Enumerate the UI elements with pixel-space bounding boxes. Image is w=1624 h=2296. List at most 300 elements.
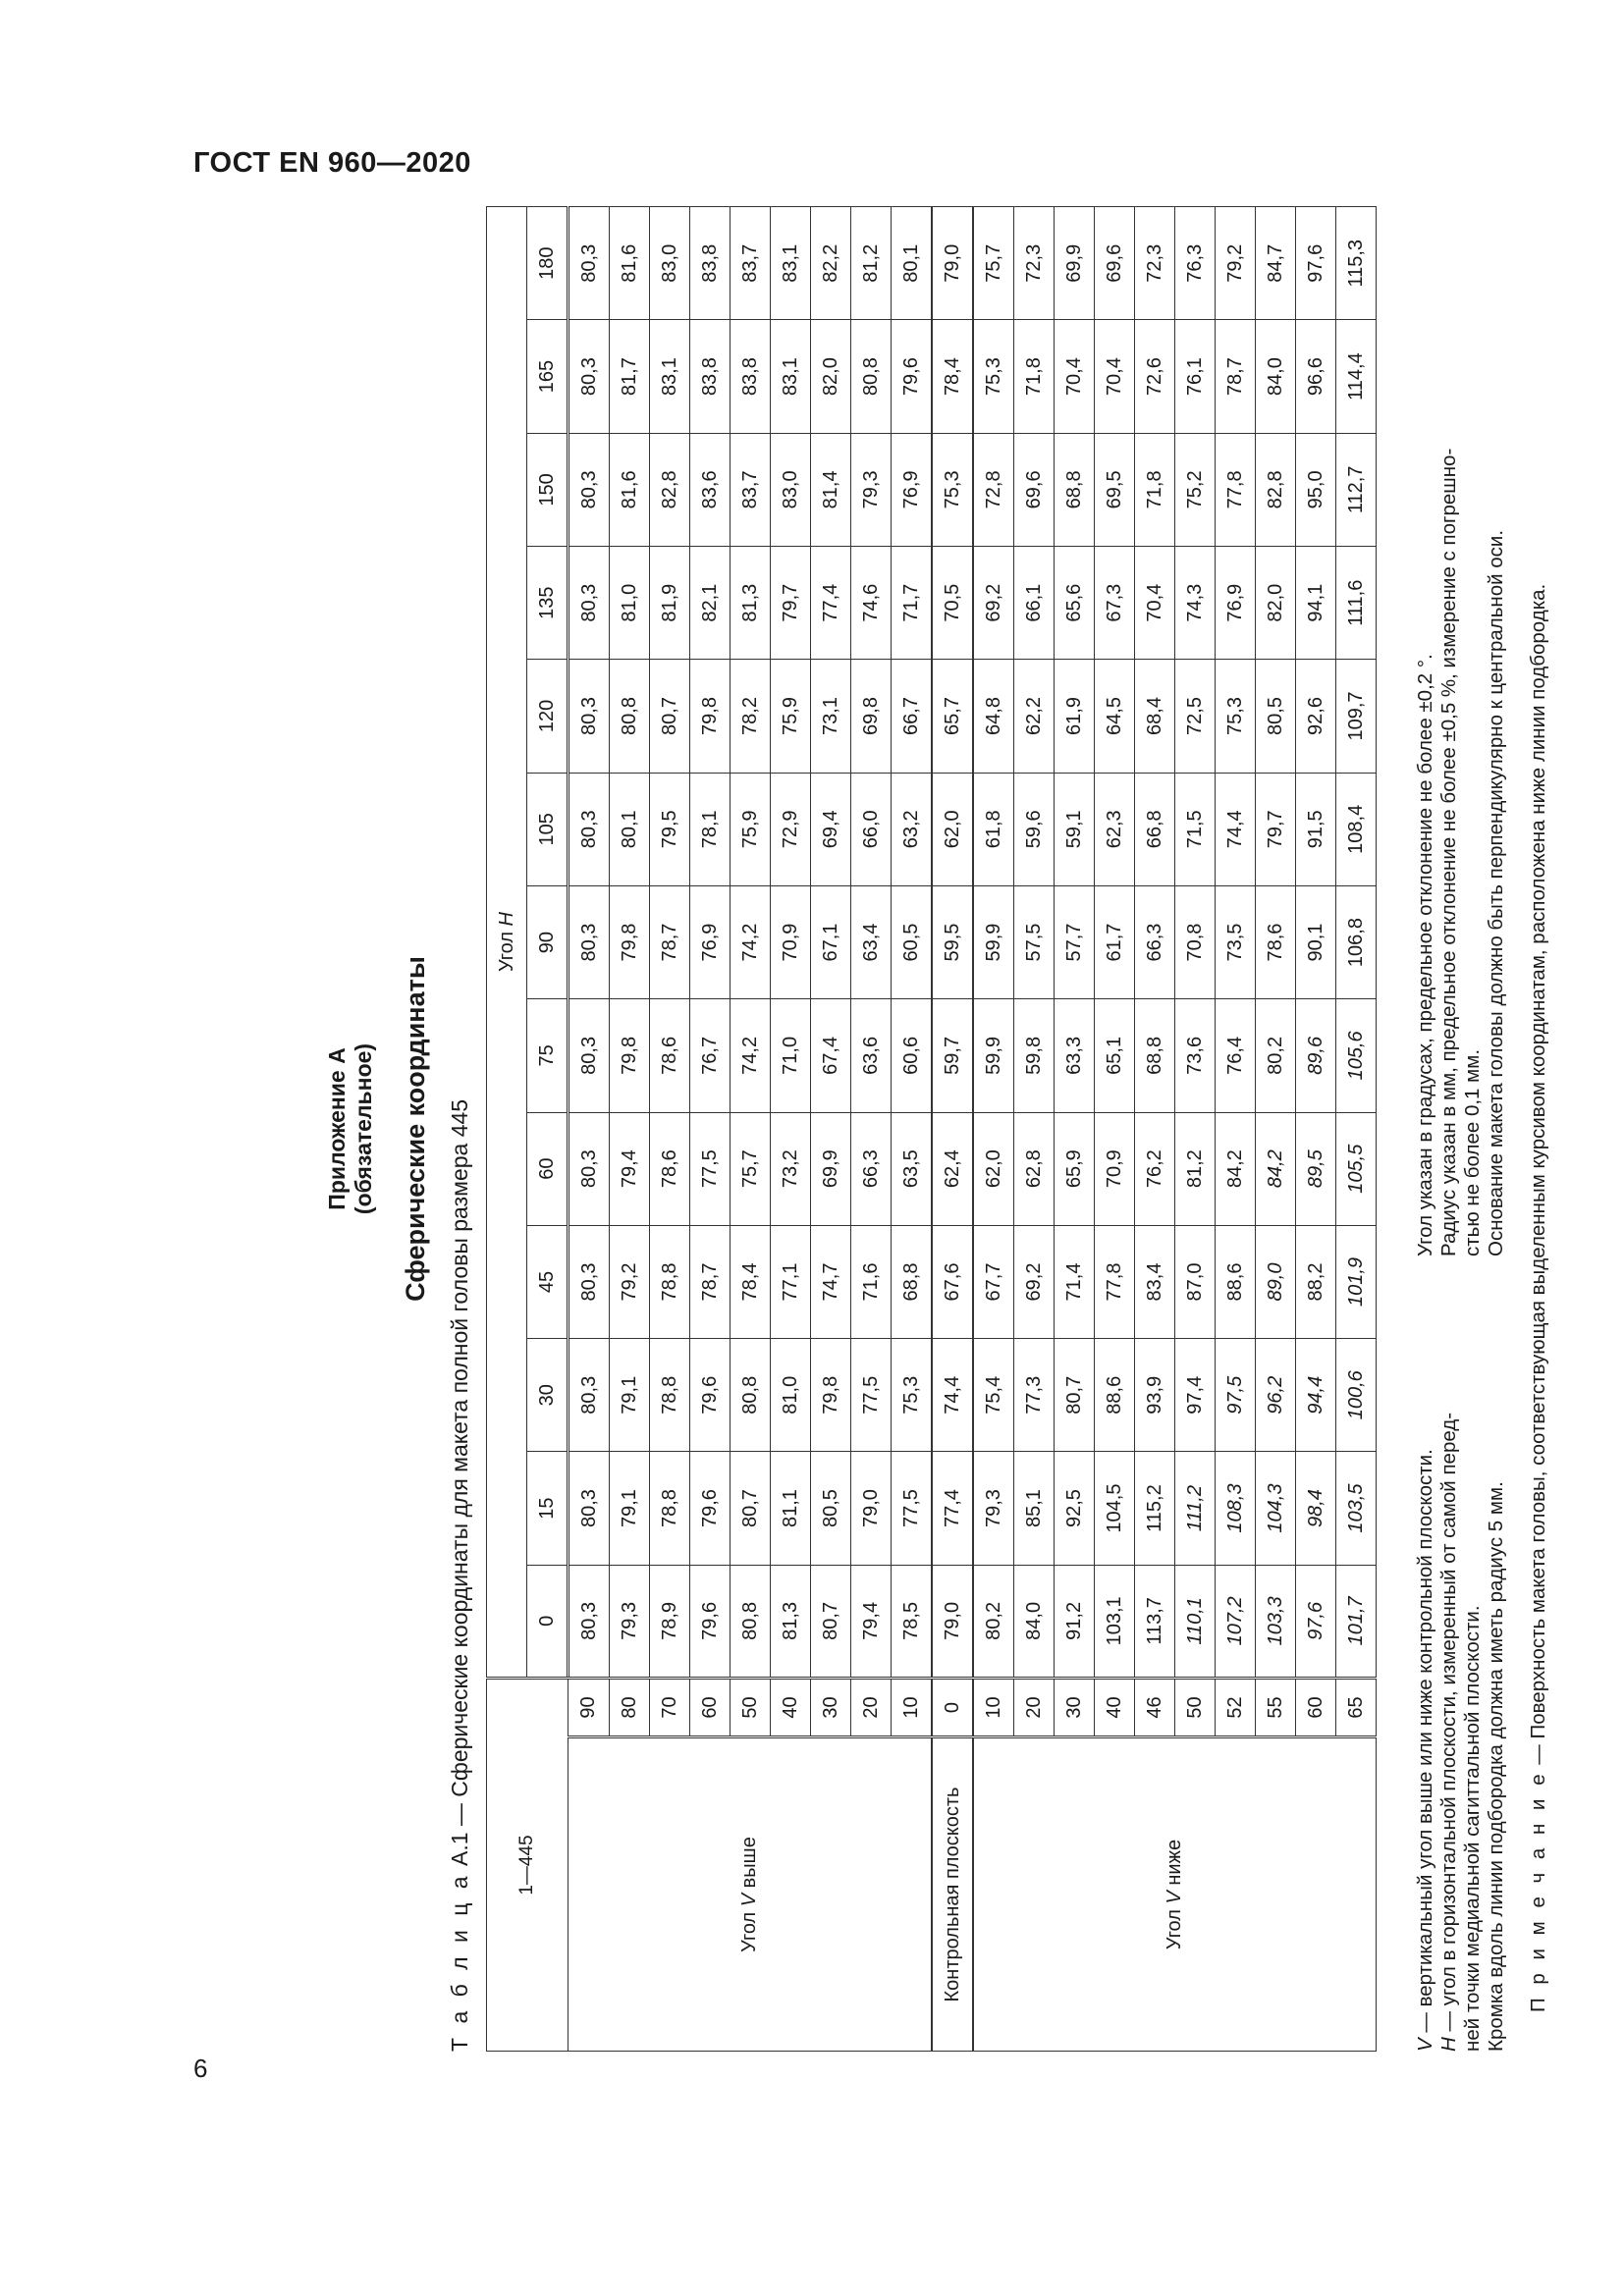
coordinate-cell: 81,3	[731, 547, 771, 660]
section-title: Сферические координаты	[401, 956, 430, 1302]
coordinate-cell: 69,6	[1095, 207, 1135, 320]
coordinate-cell: 79,6	[690, 1452, 731, 1565]
coordinates-body	[568, 207, 1377, 2052]
coordinate-cell: 97,4	[1175, 1339, 1216, 1452]
coordinate-cell: 64,8	[973, 660, 1014, 773]
coordinate-cell: 72,3	[1135, 207, 1175, 320]
v-angle-cell: 50	[731, 1679, 771, 1737]
coordinate-cell: 92,6	[1296, 660, 1336, 773]
coordinate-cell: 69,8	[851, 660, 892, 773]
coordinate-cell: 80,8	[731, 1339, 771, 1452]
v-angle-cell: 30	[811, 1679, 851, 1737]
coordinate-cell: 97,6	[1296, 207, 1336, 320]
page-number: 6	[193, 2054, 208, 2083]
group-v-below-suffix: ниже	[1164, 1839, 1185, 1892]
v-angle-cell: 55	[1256, 1679, 1296, 1737]
coordinate-cell: 69,4	[811, 773, 851, 885]
v-angle-cell: 20	[1014, 1679, 1055, 1737]
coordinate-cell: 75,7	[731, 1112, 771, 1225]
coordinate-cell: 79,8	[610, 999, 650, 1112]
coordinate-cell: 79,6	[690, 1565, 731, 1678]
coordinate-cell: 80,8	[610, 660, 650, 773]
coordinate-cell: 104,3	[1256, 1452, 1296, 1565]
coordinate-cell: 105,6	[1336, 999, 1377, 1112]
coordinate-cell: 68,4	[1135, 660, 1175, 773]
coordinate-cell: 80,8	[851, 320, 892, 433]
coordinate-cell: 75,3	[973, 320, 1014, 433]
coordinate-cell: 80,3	[568, 320, 610, 433]
coordinate-cell: 70,4	[1135, 547, 1175, 660]
coordinate-cell: 108,3	[1216, 1452, 1256, 1565]
coordinate-cell: 83,1	[771, 207, 811, 320]
note-base-perpendicular: Основание макета головы должно быть перпендикулярно к центральной оси.	[1485, 529, 1507, 1256]
coordinate-cell: 98,4	[1296, 1452, 1336, 1565]
coordinate-cell: 80,3	[568, 1339, 610, 1452]
h-angle-header	[487, 207, 527, 1679]
v-angle-cell: 50	[1175, 1679, 1216, 1737]
coordinate-cell: 70,4	[1095, 320, 1135, 433]
coordinate-cell: 66,3	[1135, 885, 1175, 998]
coordinate-cell: 92,5	[1055, 1452, 1095, 1565]
coordinate-cell: 79,8	[811, 1339, 851, 1452]
coordinate-cell: 65,1	[1095, 999, 1135, 1112]
coordinate-cell: 88,2	[1296, 1225, 1336, 1338]
coordinate-cell: 83,7	[731, 207, 771, 320]
note-h-text: — угол в горизонтальной плоскости, измеренный от самой перед-	[1437, 1412, 1460, 2038]
group-v-below-prefix: Угол	[1164, 1903, 1185, 1950]
v-angle-cell: 30	[1055, 1679, 1095, 1737]
coordinate-cell: 71,8	[1014, 320, 1055, 433]
coordinate-cell: 72,5	[1175, 660, 1216, 773]
coordinate-cell: 115,3	[1336, 207, 1377, 320]
coordinate-cell: 67,4	[811, 999, 851, 1112]
coordinate-cell: 79,2	[1216, 207, 1256, 320]
coordinate-cell: 80,3	[568, 999, 610, 1112]
coordinate-cell: 80,3	[568, 1225, 610, 1338]
coordinate-cell: 79,1	[610, 1452, 650, 1565]
coordinate-cell: 78,5	[892, 1565, 933, 1678]
coordinate-cell: 75,3	[892, 1339, 933, 1452]
coordinate-cell: 78,9	[650, 1565, 690, 1678]
coordinate-cell: 113,7	[1135, 1565, 1175, 1678]
coordinate-cell: 80,3	[568, 885, 610, 998]
note-v-definition	[1414, 1266, 1437, 2052]
coordinate-cell: 80,7	[650, 660, 690, 773]
coordinate-cell: 69,2	[1014, 1225, 1055, 1338]
coordinate-cell: 68,8	[892, 1225, 933, 1338]
coordinate-cell: 65,6	[1055, 547, 1095, 660]
coordinate-cell: 80,7	[731, 1452, 771, 1565]
coordinate-cell: 73,6	[1175, 999, 1216, 1112]
annex-subtitle: (обязательное)	[351, 1042, 376, 1215]
coordinate-cell: 78,6	[650, 999, 690, 1112]
coordinate-cell: 74,6	[851, 547, 892, 660]
coordinate-cell: 67,3	[1095, 547, 1135, 660]
v-angle-cell: 60	[690, 1679, 731, 1737]
coordinate-cell: 97,6	[1296, 1565, 1336, 1678]
coordinate-cell: 79,7	[771, 547, 811, 660]
coordinate-cell: 77,4	[811, 547, 851, 660]
coordinate-cell: 77,5	[892, 1452, 933, 1565]
coordinate-cell: 78,8	[650, 1225, 690, 1338]
coordinate-cell: 70,4	[1055, 320, 1095, 433]
coordinate-cell: 79,0	[851, 1452, 892, 1565]
coordinate-cell: 83,8	[731, 320, 771, 433]
coordinate-cell: 69,9	[811, 1112, 851, 1225]
coordinate-cell: 59,9	[973, 885, 1014, 998]
coordinate-cell: 80,3	[568, 547, 610, 660]
group-v-above-var: V	[738, 1893, 760, 1907]
coordinates-table	[486, 206, 1377, 2052]
coordinate-cell: 77,5	[690, 1112, 731, 1225]
coordinate-cell: 79,3	[973, 1452, 1014, 1565]
coordinate-cell: 74,3	[1175, 547, 1216, 660]
h-column-header: 0	[527, 1565, 568, 1678]
coordinate-cell: 80,3	[568, 1565, 610, 1678]
coordinate-cell: 83,8	[690, 320, 731, 433]
group-v-below	[973, 1737, 1377, 2052]
coordinate-cell: 91,5	[1296, 773, 1336, 885]
coordinate-cell: 78,1	[690, 773, 731, 885]
table-caption-label: Т а б л и ц а	[447, 1872, 472, 2052]
coordinate-cell: 82,0	[811, 320, 851, 433]
coordinate-cell: 76,4	[1216, 999, 1256, 1112]
coordinate-cell: 108,4	[1336, 773, 1377, 885]
coordinate-cell: 75,3	[932, 433, 973, 546]
coordinate-cell: 77,5	[851, 1339, 892, 1452]
coordinate-cell: 80,2	[973, 1565, 1014, 1678]
final-note-label: П р и м е ч а н и е	[1527, 1770, 1549, 2012]
coordinate-cell: 63,5	[892, 1112, 933, 1225]
table-corner-label: 1—445	[487, 1679, 568, 2052]
coordinate-cell: 83,1	[771, 320, 811, 433]
coordinate-cell: 79,6	[892, 320, 933, 433]
coordinate-cell: 80,7	[1055, 1339, 1095, 1452]
h-column-header: 150	[527, 433, 568, 546]
coordinate-cell: 79,3	[610, 1565, 650, 1678]
coordinate-cell: 79,0	[932, 207, 973, 320]
coordinate-cell: 71,8	[1135, 433, 1175, 546]
coordinate-cell: 103,1	[1095, 1565, 1135, 1678]
coordinate-cell: 79,2	[610, 1225, 650, 1338]
note-h-definition	[1437, 1266, 1461, 2052]
coordinate-cell: 97,5	[1216, 1339, 1256, 1452]
coordinate-cell: 83,0	[771, 433, 811, 546]
coordinate-cell: 81,1	[771, 1452, 811, 1565]
coordinate-cell: 67,1	[811, 885, 851, 998]
coordinate-cell: 88,6	[1216, 1225, 1256, 1338]
coordinate-cell: 63,6	[851, 999, 892, 1112]
coordinate-cell: 80,2	[1256, 999, 1296, 1112]
coordinate-cell: 82,8	[1256, 433, 1296, 546]
h-column-header: 15	[527, 1452, 568, 1565]
coordinate-cell: 83,7	[731, 433, 771, 546]
document-header: ГОСТ EN 960—2020	[193, 147, 471, 179]
coordinate-cell: 73,1	[811, 660, 851, 773]
coordinate-cell: 112,7	[1336, 433, 1377, 546]
v-angle-cell: 80	[610, 1679, 650, 1737]
coordinate-cell: 59,8	[1014, 999, 1055, 1112]
coordinate-cell: 80,3	[568, 1452, 610, 1565]
coordinate-cell: 78,6	[1256, 885, 1296, 998]
coordinate-cell: 101,9	[1336, 1225, 1377, 1338]
coordinate-cell: 62,0	[932, 773, 973, 885]
coordinate-cell: 83,0	[650, 207, 690, 320]
coordinate-cell: 80,3	[568, 207, 610, 320]
coordinate-cell: 76,3	[1175, 207, 1216, 320]
coordinate-cell: 109,7	[1336, 660, 1377, 773]
coordinate-cell: 83,1	[650, 320, 690, 433]
notes-right-column	[1414, 206, 1508, 1256]
coordinate-cell: 70,9	[771, 885, 811, 998]
coordinate-cell: 69,2	[973, 547, 1014, 660]
coordinate-cell: 60,6	[892, 999, 933, 1112]
note-radius-tolerance-cont: стью не более 0,1 мм.	[1461, 1048, 1484, 1256]
coordinate-cell: 69,6	[1014, 433, 1055, 546]
notes-left-column	[1414, 1266, 1508, 2052]
coordinate-cell: 79,0	[932, 1565, 973, 1678]
coordinate-cell: 74,4	[1216, 773, 1256, 885]
coordinate-cell: 61,8	[973, 773, 1014, 885]
coordinate-cell: 81,2	[1175, 1112, 1216, 1225]
coordinate-cell: 115,2	[1135, 1452, 1175, 1565]
note-angle-tolerance: Угол указан в градусах, предельное отклонение не более ±0,2 °.	[1414, 654, 1436, 1256]
coordinate-cell: 84,0	[1256, 320, 1296, 433]
coordinate-cell: 89,5	[1296, 1112, 1336, 1225]
coordinate-cell: 78,7	[690, 1225, 731, 1338]
coordinate-cell: 63,3	[1055, 999, 1095, 1112]
v-angle-cell: 10	[892, 1679, 933, 1737]
coordinate-cell: 81,0	[610, 547, 650, 660]
coordinate-cell: 70,5	[932, 547, 973, 660]
coordinate-cell: 62,8	[1014, 1112, 1055, 1225]
coordinate-cell: 90,1	[1296, 885, 1336, 998]
group-v-above-suffix: выше	[738, 1837, 760, 1894]
h-column-header: 180	[527, 207, 568, 320]
coordinate-cell: 62,4	[932, 1112, 973, 1225]
coordinate-cell: 72,3	[1014, 207, 1055, 320]
h-angle-prefix: Угол	[495, 926, 517, 973]
coordinate-cell: 75,2	[1175, 433, 1216, 546]
rotated-content	[324, 201, 1571, 2056]
table-caption	[447, 1099, 473, 2052]
coordinate-cell: 94,1	[1296, 547, 1336, 660]
coordinate-cell: 87,0	[1175, 1225, 1216, 1338]
coordinate-cell: 69,5	[1095, 433, 1135, 546]
coordinate-cell: 79,4	[610, 1112, 650, 1225]
coordinate-cell: 114,4	[1336, 320, 1377, 433]
coordinate-cell: 80,3	[568, 773, 610, 885]
coordinate-cell: 81,0	[771, 1339, 811, 1452]
coordinate-cell: 76,9	[1216, 547, 1256, 660]
h-column-header: 45	[527, 1225, 568, 1338]
coordinate-cell: 88,6	[1095, 1339, 1135, 1452]
coordinate-cell: 76,1	[1175, 320, 1216, 433]
coordinate-cell: 71,4	[1055, 1225, 1095, 1338]
coordinate-cell: 80,3	[568, 1112, 610, 1225]
coordinate-cell: 96,6	[1296, 320, 1336, 433]
coordinate-cell: 74,7	[811, 1225, 851, 1338]
coordinate-cell: 77,1	[771, 1225, 811, 1338]
coordinate-cell: 81,2	[851, 207, 892, 320]
coordinate-cell: 89,6	[1296, 999, 1336, 1112]
h-column-header: 30	[527, 1339, 568, 1452]
coordinate-cell: 79,3	[851, 433, 892, 546]
coordinate-cell: 79,5	[650, 773, 690, 885]
h-angle-var: H	[495, 911, 517, 927]
coordinate-cell: 84,2	[1216, 1112, 1256, 1225]
coordinate-cell: 79,6	[690, 1339, 731, 1452]
note-v-var: V	[1414, 2038, 1436, 2052]
coordinate-cell: 85,1	[1014, 1452, 1055, 1565]
coordinate-cell: 84,7	[1256, 207, 1296, 320]
coordinate-cell: 61,9	[1055, 660, 1095, 773]
coordinate-cell: 81,4	[811, 433, 851, 546]
coordinate-cell: 79,7	[1256, 773, 1296, 885]
coordinate-cell: 57,7	[1055, 885, 1095, 998]
final-note-text: — Поверхность макета головы, соответствующая выделенным курсивом координатам, расположена ниже линии подбородка.	[1527, 583, 1549, 1771]
coordinate-cell: 79,4	[851, 1565, 892, 1678]
coordinate-cell: 73,2	[771, 1112, 811, 1225]
coordinate-cell: 65,9	[1055, 1112, 1095, 1225]
v-angle-cell: 0	[932, 1679, 973, 1737]
v-angle-cell: 60	[1296, 1679, 1336, 1737]
final-note	[1527, 584, 1550, 2012]
coordinate-cell: 78,8	[650, 1339, 690, 1452]
coordinate-cell: 78,8	[650, 1452, 690, 1565]
group-v-above	[568, 1737, 933, 2052]
h-column-header: 135	[527, 547, 568, 660]
coordinate-cell: 71,5	[1175, 773, 1216, 885]
group-reference-plane: Контрольная плоскость	[932, 1737, 973, 2052]
coordinate-cell: 78,4	[731, 1225, 771, 1338]
coordinate-cell: 59,5	[932, 885, 973, 998]
coordinate-cell: 89,0	[1256, 1225, 1296, 1338]
coordinate-cell: 81,7	[610, 320, 650, 433]
coordinate-cell: 110,1	[1175, 1565, 1216, 1678]
coordinate-cell: 75,4	[973, 1339, 1014, 1452]
coordinate-cell: 103,5	[1336, 1452, 1377, 1565]
coordinate-cell: 80,3	[568, 660, 610, 773]
coordinate-cell: 66,7	[892, 660, 933, 773]
h-column-header: 60	[527, 1112, 568, 1225]
coordinate-cell: 75,3	[1216, 660, 1256, 773]
coordinate-cell: 82,0	[1256, 547, 1296, 660]
note-h-var: H	[1437, 2037, 1460, 2052]
coordinate-cell: 81,9	[650, 547, 690, 660]
coordinate-cell: 111,2	[1175, 1452, 1216, 1565]
coordinate-cell: 76,7	[690, 999, 731, 1112]
coordinate-cell: 59,6	[1014, 773, 1055, 885]
coordinate-cell: 96,2	[1256, 1339, 1296, 1452]
table-header-row	[487, 207, 527, 2052]
coordinate-cell: 61,7	[1095, 885, 1135, 998]
coordinate-cell: 93,9	[1135, 1339, 1175, 1452]
coordinate-cell: 72,6	[1135, 320, 1175, 433]
coordinate-cell: 80,5	[1256, 660, 1296, 773]
note-h-definition-cont: ней точки медиальной сагиттальной плоскости.	[1461, 1605, 1484, 2052]
coordinate-cell: 68,8	[1135, 999, 1175, 1112]
v-angle-cell: 20	[851, 1679, 892, 1737]
note-radius-tolerance: Радиус указан в мм, предельное отклонение не более ±0,5 %, измерение с погрешно-	[1437, 448, 1460, 1256]
coordinate-cell: 63,4	[851, 885, 892, 998]
v-angle-cell: 52	[1216, 1679, 1256, 1737]
coordinate-cell: 66,1	[1014, 547, 1055, 660]
coordinate-cell: 94,4	[1296, 1339, 1336, 1452]
v-angle-cell: 46	[1135, 1679, 1175, 1737]
coordinate-cell: 59,9	[973, 999, 1014, 1112]
coordinate-cell: 81,3	[771, 1565, 811, 1678]
coordinate-cell: 83,6	[690, 433, 731, 546]
note-v-text: — вертикальный угол выше или ниже контрольной плоскости.	[1414, 1449, 1436, 2039]
coordinate-cell: 77,3	[1014, 1339, 1055, 1452]
coordinate-cell: 80,8	[731, 1565, 771, 1678]
coordinate-cell: 91,2	[1055, 1565, 1095, 1678]
coordinate-cell: 80,5	[811, 1452, 851, 1565]
coordinate-cell: 77,4	[932, 1452, 973, 1565]
v-angle-cell: 65	[1336, 1679, 1377, 1737]
coordinate-cell: 73,5	[1216, 885, 1256, 998]
coordinate-cell: 66,8	[1135, 773, 1175, 885]
coordinate-cell: 62,0	[973, 1112, 1014, 1225]
coordinate-cell: 65,7	[932, 660, 973, 773]
coordinate-cell: 59,1	[1055, 773, 1095, 885]
coordinate-cell: 104,5	[1095, 1452, 1135, 1565]
coordinate-cell: 74,2	[731, 885, 771, 998]
table-row	[932, 207, 973, 2052]
table-row	[973, 207, 1014, 2052]
v-angle-cell: 70	[650, 1679, 690, 1737]
coordinate-cell: 74,2	[731, 999, 771, 1112]
coordinate-cell: 78,4	[932, 320, 973, 433]
coordinate-cell: 68,8	[1055, 433, 1095, 546]
coordinate-cell: 70,9	[1095, 1112, 1135, 1225]
coordinate-cell: 60,5	[892, 885, 933, 998]
coordinate-cell: 82,8	[650, 433, 690, 546]
coordinate-cell: 62,3	[1095, 773, 1135, 885]
coordinate-cell: 77,8	[1216, 433, 1256, 546]
coordinate-cell: 78,2	[731, 660, 771, 773]
coordinate-cell: 77,8	[1095, 1225, 1135, 1338]
coordinate-cell: 72,8	[973, 433, 1014, 546]
coordinate-cell: 83,8	[690, 207, 731, 320]
coordinate-cell: 78,6	[650, 1112, 690, 1225]
coordinate-cell: 78,7	[1216, 320, 1256, 433]
coordinate-cell: 82,2	[811, 207, 851, 320]
note-chin-edge: Кромка вдоль линии подбородка должна иметь радиус 5 мм.	[1485, 1481, 1507, 2052]
annex-heading	[324, 201, 377, 2056]
coordinate-cell: 82,1	[690, 547, 731, 660]
coordinate-cell: 101,7	[1336, 1565, 1377, 1678]
coordinate-cell: 105,5	[1336, 1112, 1377, 1225]
v-angle-cell: 10	[973, 1679, 1014, 1737]
coordinate-cell: 63,2	[892, 773, 933, 885]
coordinate-cell: 70,8	[1175, 885, 1216, 998]
coordinate-cell: 67,6	[932, 1225, 973, 1338]
coordinate-cell: 80,3	[568, 433, 610, 546]
coordinate-cell: 69,9	[1055, 207, 1095, 320]
coordinate-cell: 84,0	[1014, 1565, 1055, 1678]
h-column-header: 75	[527, 999, 568, 1112]
coordinate-cell: 80,1	[610, 773, 650, 885]
h-column-header: 120	[527, 660, 568, 773]
coordinate-cell: 75,9	[731, 773, 771, 885]
coordinate-cell: 71,0	[771, 999, 811, 1112]
coordinate-cell: 107,2	[1216, 1565, 1256, 1678]
coordinate-cell: 76,2	[1135, 1112, 1175, 1225]
coordinate-cell: 76,9	[892, 433, 933, 546]
coordinate-cell: 71,7	[892, 547, 933, 660]
